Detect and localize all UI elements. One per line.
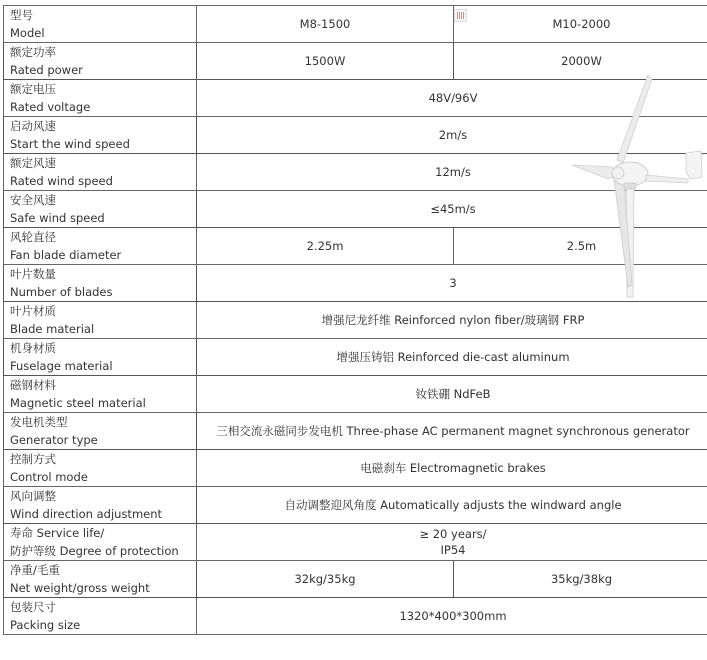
row-label [4, 339, 197, 376]
table-row [4, 302, 707, 339]
label-en: Wind direction adjustment [10, 507, 163, 521]
label-en: Magnetic steel material [10, 396, 146, 410]
label-zh: 磁钢材料 [10, 378, 56, 392]
row-label [4, 265, 197, 302]
label-en: Fan blade diameter [10, 248, 122, 262]
row-label [4, 228, 197, 265]
spec-table [3, 5, 707, 635]
value-cell: 1320*400*300mm [197, 598, 707, 635]
table-row [4, 450, 707, 487]
label-en: Packing size [10, 618, 81, 632]
label-en: Blade material [10, 322, 95, 336]
value-cell: 钕铁硼 NdFeB [197, 376, 707, 413]
row-label [4, 117, 197, 154]
value-cell-m10: 2.5m [454, 228, 707, 265]
table-row [4, 43, 707, 80]
label-zh: 型号 [10, 8, 33, 22]
row-label [4, 43, 197, 80]
table-row [4, 487, 707, 524]
value-cell: ≤45m/s [197, 191, 707, 228]
value-cell-m8: M8-1500 [197, 6, 454, 43]
label-zh: 风向调整 [10, 489, 56, 503]
value-cell: 2m/s [197, 117, 707, 154]
row-label [4, 524, 197, 561]
row-label [4, 191, 197, 228]
table-row [4, 413, 707, 450]
label-en: Number of blades [10, 285, 113, 299]
label-en: Rated voltage [10, 100, 91, 114]
label-en: Rated wind speed [10, 174, 113, 188]
label-zh: 额定电压 [10, 82, 56, 96]
spec-table-body [4, 6, 707, 635]
table-row [4, 154, 707, 191]
value-cell-m8: 32kg/35kg [197, 561, 454, 598]
value-cell-m8: 1500W [197, 43, 454, 80]
label-zh: 额定功率 [10, 45, 56, 59]
row-label [4, 598, 197, 635]
label-zh: 控制方式 [10, 452, 56, 466]
row-label [4, 487, 197, 524]
table-row [4, 598, 707, 635]
table-row [4, 228, 707, 265]
value-cell [197, 524, 707, 561]
label-zh: 寿命 Service life/ [10, 526, 105, 540]
value-cell: 增强尼龙纤维 Reinforced nylon fiber/玻璃钢 FRP [197, 302, 707, 339]
value-cell-m10: 35kg/38kg [454, 561, 707, 598]
label-en: Control mode [10, 470, 88, 484]
label-en: Safe wind speed [10, 211, 105, 225]
label-en: Model [10, 26, 45, 40]
table-row [4, 339, 707, 376]
value-cell: 增强压铸铝 Reinforced die-cast aluminum [197, 339, 707, 376]
label-en: Start the wind speed [10, 137, 130, 151]
row-label [4, 80, 197, 117]
value-cell: 自动调整迎风角度 Automatically adjusts the windward angle [197, 487, 707, 524]
value-cell: 三相交流永磁同步发电机 Three-phase AC permanent magnet synchronous generator [197, 413, 707, 450]
image-placeholder-icon [454, 9, 467, 22]
label-en: Net weight/gross weight [10, 581, 150, 595]
label-en: Fuselage material [10, 359, 113, 373]
label-zh: 净重/毛重 [10, 563, 60, 577]
label-zh: 发电机类型 [10, 415, 68, 429]
table-row [4, 265, 707, 302]
label-zh: 机身材质 [10, 341, 56, 355]
row-label [4, 6, 197, 43]
table-row [4, 376, 707, 413]
label-zh: 叶片数量 [10, 267, 56, 281]
table-row [4, 80, 707, 117]
label-zh: 安全风速 [10, 193, 56, 207]
label-zh: 包装尺寸 [10, 600, 56, 614]
label-en: Generator type [10, 433, 98, 447]
value-cell-m10: M10-2000 [454, 6, 707, 43]
row-label [4, 302, 197, 339]
row-label [4, 413, 197, 450]
value-cell-m8: 2.25m [197, 228, 454, 265]
value-cell: 48V/96V [197, 80, 707, 117]
label-zh: 风轮直径 [10, 230, 56, 244]
value-line: ≥ 20 years/ [419, 527, 487, 541]
label-en: 防护等级 Degree of protection [10, 544, 179, 558]
row-label [4, 376, 197, 413]
table-row [4, 6, 707, 43]
row-label [4, 561, 197, 598]
value-cell: 12m/s [197, 154, 707, 191]
value-cell: 3 [197, 265, 707, 302]
label-en: Rated power [10, 63, 83, 77]
row-label [4, 154, 197, 191]
label-zh: 叶片材质 [10, 304, 56, 318]
value-line: IP54 [440, 543, 466, 557]
table-row [4, 524, 707, 561]
row-label [4, 450, 197, 487]
table-row [4, 561, 707, 598]
value-cell-m10: 2000W [454, 43, 707, 80]
label-zh: 启动风速 [10, 119, 56, 133]
table-row [4, 117, 707, 154]
label-zh: 额定风速 [10, 156, 56, 170]
table-row [4, 191, 707, 228]
value-cell: 电磁刹车 Electromagnetic brakes [197, 450, 707, 487]
